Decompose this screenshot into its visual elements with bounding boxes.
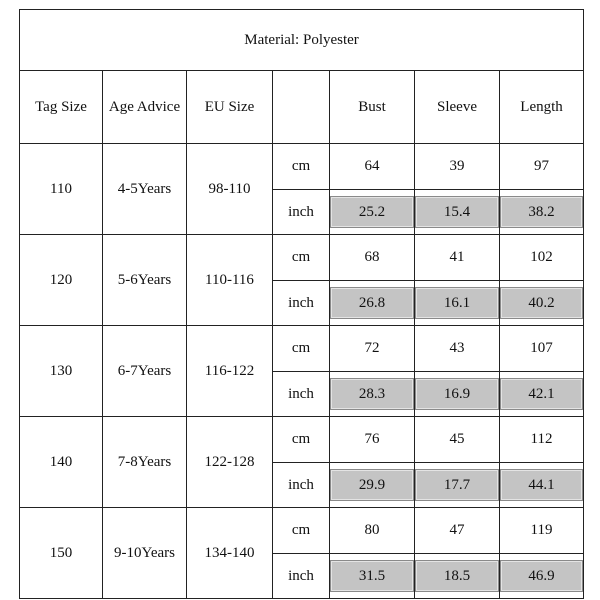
bust-cm-value: 64 xyxy=(330,144,415,190)
sleeve-cm-value: 39 xyxy=(415,144,500,190)
inch-value-highlight: 40.2 xyxy=(500,287,583,319)
length-cm-value: 112 xyxy=(500,417,584,463)
header-unit xyxy=(273,71,330,144)
length-cm-value: 102 xyxy=(500,235,584,281)
unit-cm-label: cm xyxy=(273,235,330,281)
unit-inch-label: inch xyxy=(273,372,330,417)
length-inch-value xyxy=(500,281,584,326)
sleeve-inch-value xyxy=(415,190,500,235)
inch-value-highlight: 16.9 xyxy=(415,378,499,410)
length-inch-value xyxy=(500,554,584,599)
inch-value-highlight: 17.7 xyxy=(415,469,499,501)
sleeve-inch-value xyxy=(415,281,500,326)
size-row-cm xyxy=(20,417,584,463)
tag-size-cell: 130 xyxy=(20,326,103,417)
unit-inch-label: inch xyxy=(273,463,330,508)
eu-size-cell: 116-122 xyxy=(187,326,273,417)
inch-value-highlight: 38.2 xyxy=(500,196,583,228)
unit-cm-label: cm xyxy=(273,508,330,554)
age-advice-cell: 5-6Years xyxy=(103,235,187,326)
eu-size-cell: 98-110 xyxy=(187,144,273,235)
inch-value-highlight: 18.5 xyxy=(415,560,499,592)
unit-cm-label: cm xyxy=(273,144,330,190)
header-row xyxy=(20,71,584,144)
inch-value-highlight: 46.9 xyxy=(500,560,583,592)
inch-value-highlight: 25.2 xyxy=(330,196,414,228)
inch-value-highlight: 31.5 xyxy=(330,560,414,592)
length-inch-value xyxy=(500,190,584,235)
length-inch-value xyxy=(500,372,584,417)
inch-value-highlight: 15.4 xyxy=(415,196,499,228)
inch-value-highlight: 29.9 xyxy=(330,469,414,501)
bust-cm-value: 80 xyxy=(330,508,415,554)
age-advice-cell: 4-5Years xyxy=(103,144,187,235)
size-row-cm xyxy=(20,144,584,190)
unit-cm-label: cm xyxy=(273,326,330,372)
tag-size-cell: 150 xyxy=(20,508,103,599)
sleeve-inch-value xyxy=(415,463,500,508)
inch-value-highlight: 42.1 xyxy=(500,378,583,410)
sleeve-inch-value xyxy=(415,554,500,599)
unit-cm-label: cm xyxy=(273,417,330,463)
size-chart-table xyxy=(19,9,584,599)
length-cm-value: 119 xyxy=(500,508,584,554)
material-title: Material: Polyester xyxy=(20,10,584,71)
inch-value-highlight: 28.3 xyxy=(330,378,414,410)
header-length: Length xyxy=(500,71,584,144)
title-row xyxy=(20,10,584,71)
inch-value-highlight: 26.8 xyxy=(330,287,414,319)
age-advice-cell: 7-8Years xyxy=(103,417,187,508)
bust-inch-value xyxy=(330,281,415,326)
unit-inch-label: inch xyxy=(273,281,330,326)
age-advice-cell: 6-7Years xyxy=(103,326,187,417)
bust-inch-value xyxy=(330,190,415,235)
eu-size-cell: 122-128 xyxy=(187,417,273,508)
sleeve-cm-value: 41 xyxy=(415,235,500,281)
age-advice-cell: 9-10Years xyxy=(103,508,187,599)
eu-size-cell: 110-116 xyxy=(187,235,273,326)
unit-inch-label: inch xyxy=(273,554,330,599)
tag-size-cell: 120 xyxy=(20,235,103,326)
eu-size-cell: 134-140 xyxy=(187,508,273,599)
size-row-cm xyxy=(20,508,584,554)
length-cm-value: 97 xyxy=(500,144,584,190)
bust-inch-value xyxy=(330,372,415,417)
sleeve-cm-value: 47 xyxy=(415,508,500,554)
tag-size-cell: 140 xyxy=(20,417,103,508)
bust-cm-value: 68 xyxy=(330,235,415,281)
header-sleeve: Sleeve xyxy=(415,71,500,144)
bust-inch-value xyxy=(330,463,415,508)
header-age-advice: Age Advice xyxy=(103,71,187,144)
bust-cm-value: 72 xyxy=(330,326,415,372)
size-row-cm xyxy=(20,235,584,281)
header-eu-size: EU Size xyxy=(187,71,273,144)
sleeve-cm-value: 43 xyxy=(415,326,500,372)
sleeve-cm-value: 45 xyxy=(415,417,500,463)
length-cm-value: 107 xyxy=(500,326,584,372)
bust-inch-value xyxy=(330,554,415,599)
length-inch-value xyxy=(500,463,584,508)
header-bust: Bust xyxy=(330,71,415,144)
inch-value-highlight: 44.1 xyxy=(500,469,583,501)
header-tag-size: Tag Size xyxy=(20,71,103,144)
tag-size-cell: 110 xyxy=(20,144,103,235)
unit-inch-label: inch xyxy=(273,190,330,235)
size-row-cm xyxy=(20,326,584,372)
sleeve-inch-value xyxy=(415,372,500,417)
inch-value-highlight: 16.1 xyxy=(415,287,499,319)
bust-cm-value: 76 xyxy=(330,417,415,463)
